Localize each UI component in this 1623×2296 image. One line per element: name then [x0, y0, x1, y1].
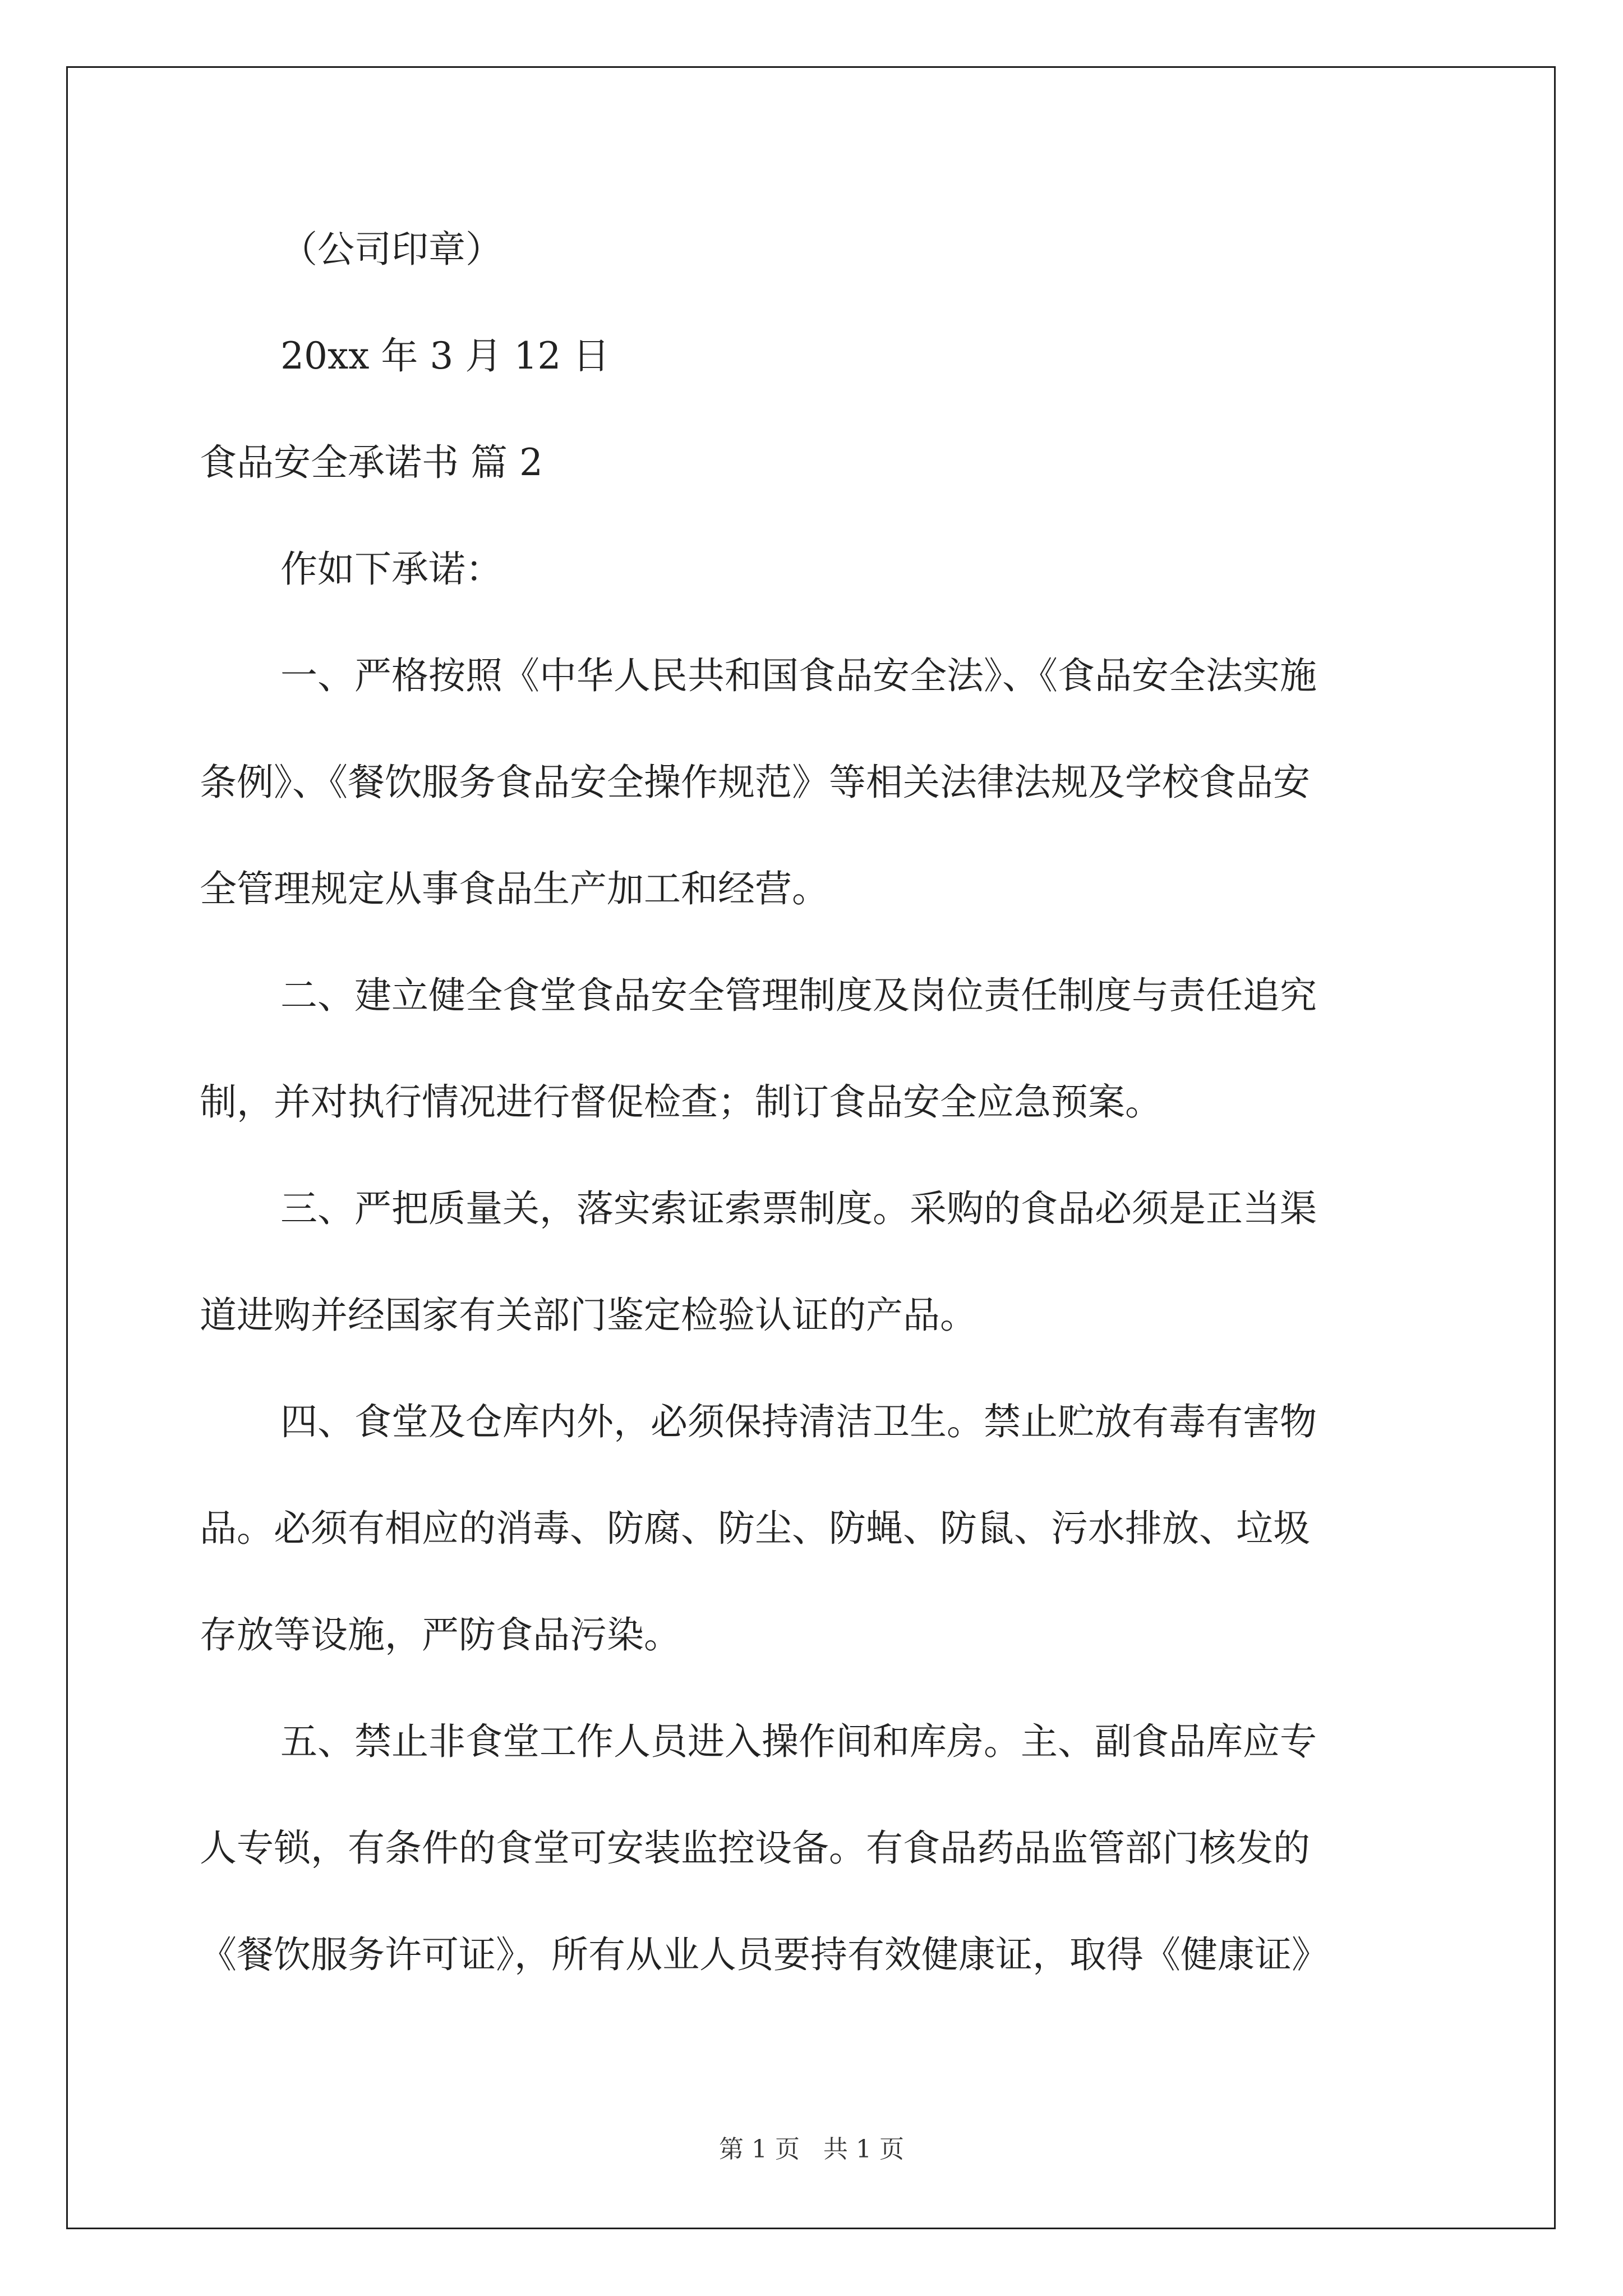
paragraph-line: 三、严把质量关，落实索证索票制度。采购的食品必须是正当渠 — [280, 1187, 1317, 1230]
paragraph-line: 五、禁止非食堂工作人员进入操作间和库房。主、副食品库应专 — [280, 1720, 1317, 1763]
paragraph-line: 条例》、《餐饮服务食品安全操作规范》等相关法律法规及学校食品安 — [200, 761, 1310, 804]
paragraph-line: 道进购并经国家有关部门鉴定检验认证的产品。 — [200, 1294, 977, 1337]
paragraph-line: 品。必须有相应的消毒、防腐、防尘、防蝇、防鼠、污水排放、垃圾 — [200, 1507, 1310, 1550]
paragraph-line: 存放等设施，严防食品污染。 — [200, 1613, 681, 1657]
page-border — [66, 66, 1556, 2229]
paragraph-line: 二、建立健全食堂食品安全管理制度及岗位责任制度与责任追究 — [280, 974, 1317, 1017]
paragraph-line: 全管理规定从事食品生产加工和经营。 — [200, 867, 829, 910]
paragraph-line: 一、严格按照《中华人民共和国食品安全法》、《食品安全法实施 — [280, 654, 1317, 697]
paragraph-line: 人专锁，有条件的食堂可安装监控设备。有食品药品监管部门核发的 — [200, 1826, 1310, 1870]
company-seal-text: （公司印章） — [280, 228, 502, 271]
paragraph-line: 四、食堂及仓库内外，必须保持清洁卫生。禁止贮放有毒有害物 — [280, 1400, 1317, 1443]
document-date: 20xx 年 3 月 12 日 — [280, 334, 610, 378]
paragraph-line: 《餐饮服务许可证》，所有从业人员要持有效健康证，取得《健康证》 — [200, 1933, 1329, 1976]
paragraph-line: 制，并对执行情况进行督促检查；制订食品安全应急预案。 — [200, 1080, 1162, 1124]
intro-paragraph: 作如下承诺： — [280, 547, 502, 591]
section-title: 食品安全承诺书 篇 2 — [200, 441, 543, 484]
page-number-footer: 第 1 页 共 1 页 — [719, 2135, 904, 2164]
